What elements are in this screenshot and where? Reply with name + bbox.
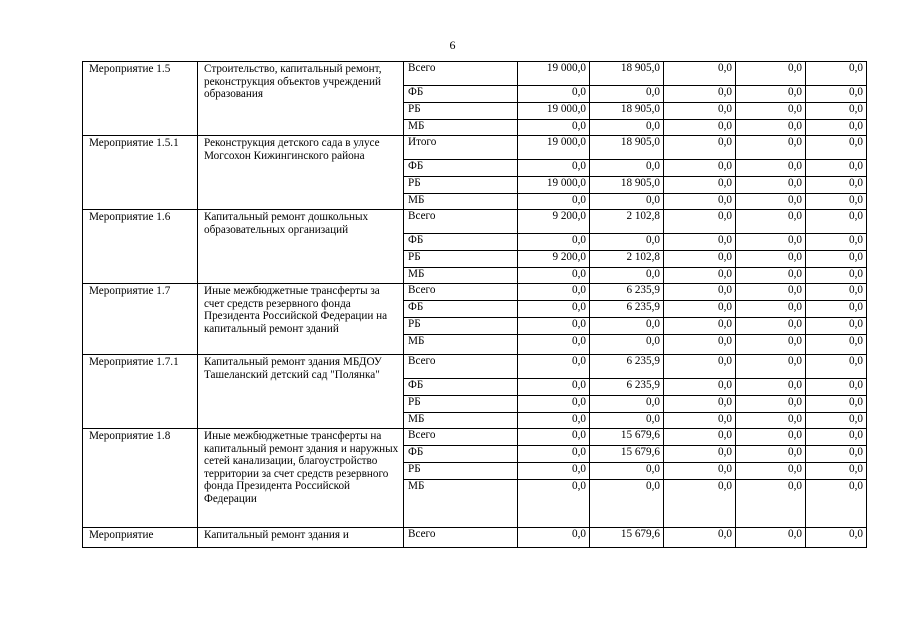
table-row xyxy=(83,355,867,379)
amount-cell-v3: 0,0 xyxy=(664,284,736,301)
amount-cell-v5: 0,0 xyxy=(806,463,867,480)
amount-cell-v4: 0,0 xyxy=(736,446,806,463)
amount-cell-v3: 0,0 xyxy=(664,136,736,160)
amount-cell-v2: 0,0 xyxy=(590,194,664,210)
amount-cell-v2: 6 235,9 xyxy=(590,284,664,301)
amount-cell-v5: 0,0 xyxy=(806,210,867,234)
amount-cell-v2: 15 679,6 xyxy=(590,446,664,463)
amount-cell-v3: 0,0 xyxy=(664,234,736,251)
funding-source: Всего xyxy=(404,528,518,548)
activity-description: Капитальный ремонт дошкольных образовательных организаций xyxy=(198,210,404,284)
amount-cell-v1: 0,0 xyxy=(518,120,590,136)
amount-cell-v2: 0,0 xyxy=(590,396,664,413)
amount-cell-v5: 0,0 xyxy=(806,86,867,103)
amount-cell-v5: 0,0 xyxy=(806,528,867,548)
amount-cell-v2: 15 679,6 xyxy=(590,528,664,548)
amount-cell-v1: 0,0 xyxy=(518,480,590,528)
amount-cell-v4: 0,0 xyxy=(736,62,806,86)
activity-name: Мероприятие 1.5.1 xyxy=(83,136,198,210)
amount-cell-v1: 9 200,0 xyxy=(518,251,590,268)
amount-cell-v5: 0,0 xyxy=(806,251,867,268)
amount-cell-v2: 0,0 xyxy=(590,463,664,480)
amount-cell-v3: 0,0 xyxy=(664,301,736,318)
funding-source: Всего xyxy=(404,284,518,301)
amount-cell-v3: 0,0 xyxy=(664,413,736,429)
amount-cell-v3: 0,0 xyxy=(664,160,736,177)
amount-cell-v2: 15 679,6 xyxy=(590,429,664,446)
funding-source: ФБ xyxy=(404,160,518,177)
amount-cell-v3: 0,0 xyxy=(664,480,736,528)
amount-cell-v1: 0,0 xyxy=(518,528,590,548)
amount-cell-v4: 0,0 xyxy=(736,528,806,548)
table-row xyxy=(83,136,867,160)
funding-source: ФБ xyxy=(404,301,518,318)
amount-cell-v1: 0,0 xyxy=(518,160,590,177)
amount-cell-v4: 0,0 xyxy=(736,234,806,251)
amount-cell-v3: 0,0 xyxy=(664,251,736,268)
activity-description: Капитальный ремонт здания и xyxy=(198,528,404,548)
amount-cell-v3: 0,0 xyxy=(664,177,736,194)
activity-description: Строительство, капитальный ремонт, реконструкция объектов учреждений образования xyxy=(198,62,404,136)
funding-source: МБ xyxy=(404,335,518,355)
amount-cell-v1: 0,0 xyxy=(518,318,590,335)
amount-cell-v3: 0,0 xyxy=(664,318,736,335)
funding-source: РБ xyxy=(404,251,518,268)
amount-cell-v4: 0,0 xyxy=(736,160,806,177)
amount-cell-v5: 0,0 xyxy=(806,62,867,86)
amount-cell-v3: 0,0 xyxy=(664,463,736,480)
amount-cell-v3: 0,0 xyxy=(664,429,736,446)
table-row xyxy=(83,62,867,86)
table-row xyxy=(83,284,867,301)
amount-cell-v4: 0,0 xyxy=(736,413,806,429)
amount-cell-v5: 0,0 xyxy=(806,429,867,446)
amount-cell-v5: 0,0 xyxy=(806,318,867,335)
amount-cell-v5: 0,0 xyxy=(806,413,867,429)
activity-description: Реконструкция детского сада в улусе Могсохон Кижингинского района xyxy=(198,136,404,210)
amount-cell-v4: 0,0 xyxy=(736,120,806,136)
amount-cell-v3: 0,0 xyxy=(664,335,736,355)
amount-cell-v1: 19 000,0 xyxy=(518,177,590,194)
amount-cell-v1: 0,0 xyxy=(518,396,590,413)
amount-cell-v3: 0,0 xyxy=(664,120,736,136)
budget-table xyxy=(82,61,867,548)
amount-cell-v3: 0,0 xyxy=(664,268,736,284)
page-number: 6 xyxy=(449,38,456,52)
amount-cell-v4: 0,0 xyxy=(736,463,806,480)
funding-source: МБ xyxy=(404,480,518,528)
amount-cell-v4: 0,0 xyxy=(736,318,806,335)
funding-source: Всего xyxy=(404,429,518,446)
amount-cell-v1: 9 200,0 xyxy=(518,210,590,234)
funding-source: РБ xyxy=(404,396,518,413)
amount-cell-v2: 0,0 xyxy=(590,318,664,335)
amount-cell-v5: 0,0 xyxy=(806,396,867,413)
amount-cell-v5: 0,0 xyxy=(806,234,867,251)
activity-name: Мероприятие 1.8 xyxy=(83,429,198,528)
amount-cell-v5: 0,0 xyxy=(806,284,867,301)
activity-description: Капитальный ремонт здания МБДОУ Ташеланский детский сад "Полянка" xyxy=(198,355,404,429)
amount-cell-v1: 0,0 xyxy=(518,268,590,284)
amount-cell-v3: 0,0 xyxy=(664,379,736,396)
amount-cell-v2: 18 905,0 xyxy=(590,62,664,86)
amount-cell-v4: 0,0 xyxy=(736,103,806,120)
funding-source: Всего xyxy=(404,355,518,379)
amount-cell-v1: 0,0 xyxy=(518,446,590,463)
amount-cell-v5: 0,0 xyxy=(806,136,867,160)
amount-cell-v3: 0,0 xyxy=(664,210,736,234)
activity-name: Мероприятие 1.7 xyxy=(83,284,198,355)
amount-cell-v4: 0,0 xyxy=(736,136,806,160)
table-row xyxy=(83,528,867,548)
amount-cell-v1: 0,0 xyxy=(518,301,590,318)
amount-cell-v4: 0,0 xyxy=(736,301,806,318)
amount-cell-v1: 0,0 xyxy=(518,335,590,355)
amount-cell-v4: 0,0 xyxy=(736,177,806,194)
amount-cell-v4: 0,0 xyxy=(736,396,806,413)
amount-cell-v2: 0,0 xyxy=(590,120,664,136)
amount-cell-v5: 0,0 xyxy=(806,177,867,194)
funding-source: МБ xyxy=(404,194,518,210)
funding-source: Всего xyxy=(404,62,518,86)
amount-cell-v5: 0,0 xyxy=(806,301,867,318)
amount-cell-v4: 0,0 xyxy=(736,210,806,234)
activity-name: Мероприятие xyxy=(83,528,198,548)
funding-source: Итого xyxy=(404,136,518,160)
amount-cell-v1: 0,0 xyxy=(518,379,590,396)
amount-cell-v1: 19 000,0 xyxy=(518,103,590,120)
table-row xyxy=(83,429,867,446)
funding-source: РБ xyxy=(404,318,518,335)
amount-cell-v3: 0,0 xyxy=(664,103,736,120)
amount-cell-v2: 6 235,9 xyxy=(590,379,664,396)
funding-source: Всего xyxy=(404,210,518,234)
amount-cell-v4: 0,0 xyxy=(736,355,806,379)
amount-cell-v2: 0,0 xyxy=(590,335,664,355)
funding-source: ФБ xyxy=(404,446,518,463)
funding-source: МБ xyxy=(404,120,518,136)
funding-source: РБ xyxy=(404,463,518,480)
amount-cell-v2: 18 905,0 xyxy=(590,177,664,194)
amount-cell-v1: 0,0 xyxy=(518,463,590,480)
amount-cell-v4: 0,0 xyxy=(736,379,806,396)
activity-name: Мероприятие 1.6 xyxy=(83,210,198,284)
amount-cell-v1: 0,0 xyxy=(518,234,590,251)
funding-source: РБ xyxy=(404,177,518,194)
activity-description: Иные межбюджетные трансферты на капитальный ремонт здания и наружных сетей канализации, благоустройство территории за счет средств резервного фонда Президента Российской Федерации xyxy=(198,429,404,528)
amount-cell-v2: 0,0 xyxy=(590,413,664,429)
amount-cell-v5: 0,0 xyxy=(806,355,867,379)
amount-cell-v1: 19 000,0 xyxy=(518,62,590,86)
amount-cell-v3: 0,0 xyxy=(664,194,736,210)
funding-source: РБ xyxy=(404,103,518,120)
amount-cell-v4: 0,0 xyxy=(736,335,806,355)
amount-cell-v2: 2 102,8 xyxy=(590,210,664,234)
table-row xyxy=(83,210,867,234)
amount-cell-v2: 2 102,8 xyxy=(590,251,664,268)
amount-cell-v3: 0,0 xyxy=(664,86,736,103)
amount-cell-v4: 0,0 xyxy=(736,480,806,528)
amount-cell-v2: 18 905,0 xyxy=(590,103,664,120)
amount-cell-v3: 0,0 xyxy=(664,355,736,379)
amount-cell-v4: 0,0 xyxy=(736,194,806,210)
amount-cell-v2: 0,0 xyxy=(590,86,664,103)
amount-cell-v1: 19 000,0 xyxy=(518,136,590,160)
amount-cell-v4: 0,0 xyxy=(736,268,806,284)
amount-cell-v3: 0,0 xyxy=(664,396,736,413)
amount-cell-v4: 0,0 xyxy=(736,251,806,268)
amount-cell-v3: 0,0 xyxy=(664,528,736,548)
funding-source: ФБ xyxy=(404,234,518,251)
amount-cell-v2: 6 235,9 xyxy=(590,355,664,379)
activity-name: Мероприятие 1.7.1 xyxy=(83,355,198,429)
amount-cell-v4: 0,0 xyxy=(736,86,806,103)
amount-cell-v1: 0,0 xyxy=(518,355,590,379)
amount-cell-v1: 0,0 xyxy=(518,86,590,103)
funding-source: ФБ xyxy=(404,86,518,103)
amount-cell-v5: 0,0 xyxy=(806,379,867,396)
amount-cell-v2: 0,0 xyxy=(590,480,664,528)
activity-name: Мероприятие 1.5 xyxy=(83,62,198,136)
activity-description: Иные межбюджетные трансферты за счет средств резервного фонда Президента Российской Федерации на капитальный ремонт зданий xyxy=(198,284,404,355)
amount-cell-v1: 0,0 xyxy=(518,413,590,429)
amount-cell-v2: 18 905,0 xyxy=(590,136,664,160)
amount-cell-v5: 0,0 xyxy=(806,335,867,355)
amount-cell-v2: 0,0 xyxy=(590,160,664,177)
funding-source: МБ xyxy=(404,268,518,284)
amount-cell-v3: 0,0 xyxy=(664,446,736,463)
amount-cell-v2: 0,0 xyxy=(590,268,664,284)
amount-cell-v5: 0,0 xyxy=(806,268,867,284)
amount-cell-v1: 0,0 xyxy=(518,284,590,301)
amount-cell-v5: 0,0 xyxy=(806,120,867,136)
funding-source: ФБ xyxy=(404,379,518,396)
amount-cell-v5: 0,0 xyxy=(806,480,867,528)
amount-cell-v1: 0,0 xyxy=(518,194,590,210)
amount-cell-v4: 0,0 xyxy=(736,284,806,301)
amount-cell-v5: 0,0 xyxy=(806,103,867,120)
amount-cell-v5: 0,0 xyxy=(806,194,867,210)
amount-cell-v2: 6 235,9 xyxy=(590,301,664,318)
amount-cell-v3: 0,0 xyxy=(664,62,736,86)
amount-cell-v5: 0,0 xyxy=(806,160,867,177)
funding-source: МБ xyxy=(404,413,518,429)
amount-cell-v5: 0,0 xyxy=(806,446,867,463)
amount-cell-v1: 0,0 xyxy=(518,429,590,446)
amount-cell-v4: 0,0 xyxy=(736,429,806,446)
amount-cell-v2: 0,0 xyxy=(590,234,664,251)
